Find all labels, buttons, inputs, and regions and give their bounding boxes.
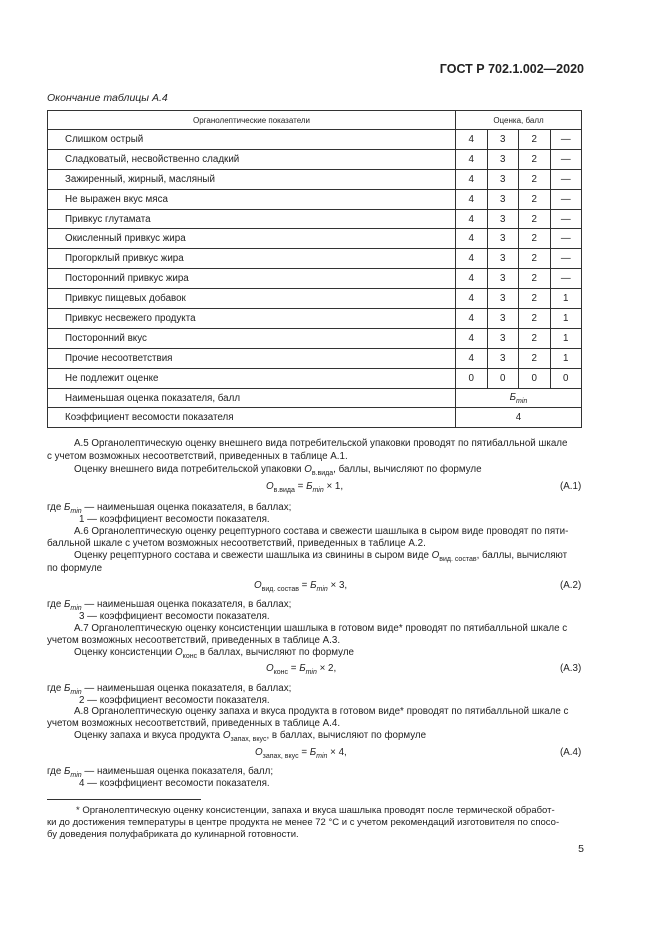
indicator-name: Посторонний привкус жира (48, 269, 456, 289)
paragraph-a5-line3: Оценку внешнего вида потребительской упаковки $О_{в.вида}$, баллы, вычисляют по формуле (74, 464, 482, 477)
table-row (48, 269, 582, 289)
score-cell: — (550, 209, 582, 229)
paragraph-a5-line2: с учетом возможных несоответствий, приведенных в таблице А.1. (47, 451, 348, 462)
indicator-name: Прогорклый привкус жира (48, 249, 456, 269)
score-cell: 0 (456, 368, 488, 388)
table-row (48, 368, 582, 388)
organoleptic-table (47, 110, 582, 428)
indicator-name: Привкус глутамата (48, 209, 456, 229)
formula-a1: $О_{в.вида} = Б_{min} \times 1$, (266, 481, 344, 494)
score-cell: 2 (519, 309, 551, 329)
min-score-label: Наименьшая оценка показателя, балл (48, 388, 456, 408)
score-cell: 3 (487, 229, 519, 249)
table-caption: Окончание таблицы А.4 (47, 92, 168, 104)
score-cell: 3 (487, 169, 519, 189)
score-cell: — (550, 269, 582, 289)
score-cell: 2 (519, 289, 551, 309)
score-cell: 0 (487, 368, 519, 388)
paragraph-a6-line1: А.6 Органолептическую оценку рецептурного состава и свежести шашлыка в сыром виде проводят по пяти- (74, 526, 569, 537)
paragraph-a6-line2: балльной шкале с учетом возможных несоответствий, приведенных в таблице А.2. (47, 538, 426, 549)
score-cell: — (550, 189, 582, 209)
score-cell: — (550, 229, 582, 249)
score-cell: 2 (519, 348, 551, 368)
table-row (48, 348, 582, 368)
page-number: 5 (578, 843, 584, 855)
score-cell: 1 (550, 348, 582, 368)
score-cell: 2 (519, 328, 551, 348)
score-cell: 0 (550, 368, 582, 388)
score-cell: 4 (456, 209, 488, 229)
paragraph-a8-line1: А.8 Органолептическую оценку запаха и вкуса продукта в готовом виде* проводят по пятибалльной шкале с (74, 706, 569, 717)
paragraph-a8-line3: Оценку запаха и вкуса продукта $О_{запах, вкус}$, в баллах, вычисляют по формуле (74, 730, 427, 743)
score-cell: 3 (487, 289, 519, 309)
score-cell: — (550, 249, 582, 269)
footnote-line3: бу доведения полуфабриката до кулинарной готовности. (47, 829, 299, 840)
formula-a3: $О_{конс} = Б_{min} \times 2$, (266, 663, 337, 676)
where-a4-line1: где $Б_{min}$ — наименьшая оценка показателя, балл; (47, 766, 274, 779)
table-row (48, 328, 582, 348)
where-a2-line1: где $Б_{min}$ — наименьшая оценка показателя, в баллах; (47, 599, 292, 612)
indicator-name: Привкус несвежего продукта (48, 309, 456, 329)
score-cell: 4 (456, 130, 488, 150)
score-cell: 2 (519, 229, 551, 249)
paragraph-a5-line1: А.5 Органолептическую оценку внешнего вида потребительской упаковки проводят по пятибалльной шкале (74, 438, 568, 449)
score-cell: 3 (487, 309, 519, 329)
footnote-divider (47, 799, 201, 800)
score-cell: 1 (550, 328, 582, 348)
table-row (48, 169, 582, 189)
indicators-header: Органолептические показатели (48, 111, 456, 130)
table-row (48, 229, 582, 249)
paragraph-a6-line3: Оценку рецептурного состава и свежести шашлыка из свинины в сыром виде $О_{вид. состав}$, баллы, вычисляют (74, 550, 568, 563)
score-cell: 4 (456, 269, 488, 289)
paragraph-a7-line3: Оценку консистенции $О_{конс}$ в баллах, вычисляют по формуле (74, 647, 354, 660)
score-cell: 4 (456, 309, 488, 329)
indicator-name: Сладковатый, несвойственно сладкий (48, 149, 456, 169)
score-header: Оценка, балл (456, 111, 582, 130)
formula-a4-number: (А.4) (560, 747, 582, 758)
where-a2-line2: 3 — коэффициент весомости показателя. (79, 611, 270, 622)
score-cell: 2 (519, 209, 551, 229)
formula-a3-number: (А.3) (560, 663, 582, 674)
min-score-row (48, 388, 582, 408)
formula-a2-number: (А.2) (560, 580, 582, 591)
footnote-line2: ки до достижения температуры в центре продукта не менее 72 °С и с учетом рекомендаций изготовителя по спосо- (47, 817, 560, 828)
score-cell: 2 (519, 189, 551, 209)
formula-a4: $О_{запах, вкус} = Б_{min} \times 4$, (255, 747, 347, 760)
document-code: ГОСТ Р 702.1.002—2020 (439, 62, 584, 76)
where-a4-line2: 4 — коэффициент весомости показателя. (79, 778, 270, 789)
indicator-name: Зажиренный, жирный, масляный (48, 169, 456, 189)
score-cell: 3 (487, 209, 519, 229)
score-cell: 4 (456, 149, 488, 169)
indicator-name: Привкус пищевых добавок (48, 289, 456, 309)
table-row (48, 130, 582, 150)
where-a3-line1: где $Б_{min}$ — наименьшая оценка показателя, в баллах; (47, 683, 292, 696)
min-score-value: $Б_{min}$ (456, 388, 582, 408)
score-cell: 2 (519, 130, 551, 150)
table-row (48, 209, 582, 229)
paragraph-a6-line4: по формуле (47, 563, 103, 574)
indicator-name: Прочие несоответствия (48, 348, 456, 368)
score-cell: 0 (519, 368, 551, 388)
score-cell: 4 (456, 289, 488, 309)
paragraph-a7-line1: А.7 Органолептическую оценку консистенции шашлыка в готовом виде* проводят по пятибалльной шкале с (74, 623, 568, 634)
score-cell: — (550, 149, 582, 169)
table-row (48, 249, 582, 269)
where-a1-line1: где $Б_{min}$ — наименьшая оценка показателя, в баллах; (47, 502, 292, 515)
table-row (48, 189, 582, 209)
paragraph-a8-line2: учетом возможных несоответствий, приведенных в таблице А.4. (47, 718, 341, 729)
score-cell: — (550, 130, 582, 150)
indicator-name: Посторонний вкус (48, 328, 456, 348)
formula-a1-number: (А.1) (560, 481, 582, 492)
indicator-name: Слишком острый (48, 130, 456, 150)
score-cell: 4 (456, 249, 488, 269)
score-cell: 3 (487, 189, 519, 209)
score-cell: 2 (519, 249, 551, 269)
coefficient-label: Коэффициент весомости показателя (48, 408, 456, 428)
where-a3-line2: 2 — коэффициент весомости показателя. (79, 695, 270, 706)
score-cell: 2 (519, 149, 551, 169)
score-cell: 1 (550, 289, 582, 309)
score-cell: 3 (487, 348, 519, 368)
coefficient-value: 4 (456, 408, 582, 428)
score-cell: 3 (487, 328, 519, 348)
score-cell: 4 (456, 229, 488, 249)
formula-a2: $О_{вид. состав} = Б_{min} \times 3$, (254, 580, 348, 593)
score-cell: 2 (519, 269, 551, 289)
score-cell: 4 (456, 328, 488, 348)
score-cell: 4 (456, 348, 488, 368)
indicator-name: Не подлежит оценке (48, 368, 456, 388)
coefficient-row (48, 408, 582, 428)
score-cell: 2 (519, 169, 551, 189)
score-cell: 4 (456, 169, 488, 189)
score-cell: 3 (487, 149, 519, 169)
score-cell: 4 (456, 189, 488, 209)
indicator-name: Не выражен вкус мяса (48, 189, 456, 209)
where-a1-line2: 1 — коэффициент весомости показателя. (79, 514, 270, 525)
table-row (48, 309, 582, 329)
score-cell: — (550, 169, 582, 189)
score-cell: 3 (487, 130, 519, 150)
score-cell: 1 (550, 309, 582, 329)
table-header-row (48, 111, 582, 130)
table-row (48, 149, 582, 169)
footnote-line1: * Органолептическую оценку консистенции, запаха и вкуса шашлыка проводят после термической обработ- (76, 805, 555, 816)
paragraph-a7-line2: учетом возможных несоответствий, приведенных в таблице А.3. (47, 635, 341, 646)
table-body (48, 130, 582, 389)
indicator-name: Окисленный привкус жира (48, 229, 456, 249)
score-cell: 3 (487, 249, 519, 269)
table-row (48, 289, 582, 309)
score-cell: 3 (487, 269, 519, 289)
